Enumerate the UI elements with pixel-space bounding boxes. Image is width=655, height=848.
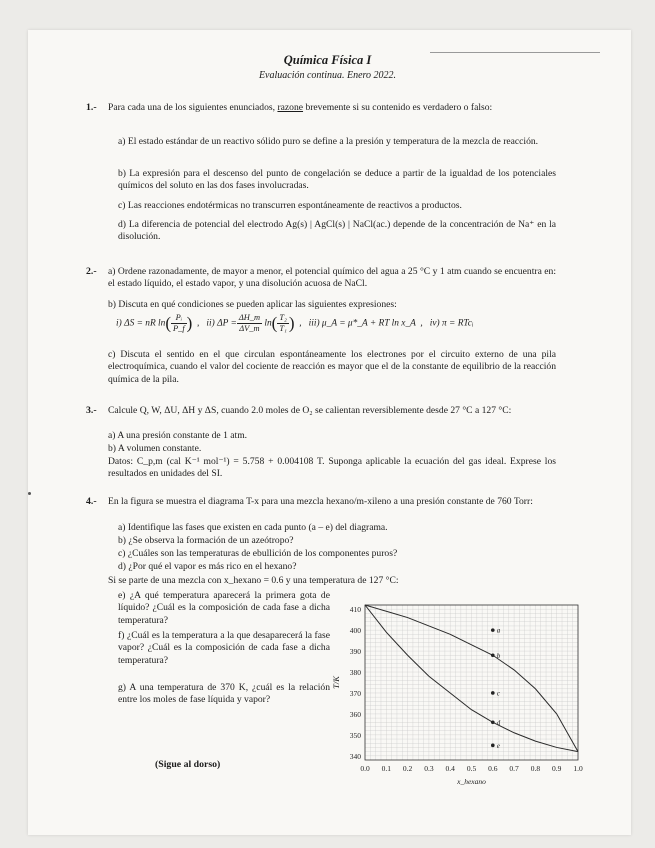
question-1-number: 1.- xyxy=(86,102,97,113)
x-tick-label: 0.1 xyxy=(381,764,391,773)
question-1-item-a: a) El estado estándar de un reactivo sólido puro se define a la presión y temperatura de la mezcla de reacción. xyxy=(118,136,539,147)
question-3-part-b: b) A volumen constante. xyxy=(108,443,202,454)
exam-title: Química Física I xyxy=(283,53,372,67)
paren-close: ) xyxy=(186,313,193,333)
x-tick-label: 0.5 xyxy=(466,764,477,773)
point-label: d xyxy=(496,718,501,727)
y-tick-label: 380 xyxy=(349,668,361,678)
question-2-part-a: a) Ordene razonadamente, de mayor a menor, el potencial químico del agua a 25 °C y 1 atm cuando se encuentra en: el estado líquido, el estado vapor, y una disolución acuosa de NaCl. xyxy=(108,266,556,290)
diagram-point xyxy=(491,691,495,695)
formula-i-lhs: ΔS = nR ln xyxy=(124,318,166,329)
question-2-part-b: b) Discuta en qué condiciones se pueden aplicar las siguientes expresiones: xyxy=(108,299,397,310)
x-tick-label: 0.8 xyxy=(530,764,541,773)
formula-i-label: i) xyxy=(116,318,122,329)
question-4-item-g: g) A una temperatura de 370 K, ¿cuál es la relación entre los moles de fase líquida y vapor? xyxy=(118,682,330,706)
question-3-intro: Calcule Q, W, ΔU, ΔH y ΔS, cuando 2.0 moles de O₂ se calientan reversiblemente desde 27 °C a 127 °C: xyxy=(108,405,512,416)
point-label: a xyxy=(496,626,501,635)
point-label: c xyxy=(496,689,500,698)
question-4-item-b: b) ¿Se observa la formación de un azeótropo? xyxy=(118,535,294,546)
x-tick-label: 0.4 xyxy=(445,764,455,773)
formula-i-numerator: Pᵢ xyxy=(171,313,187,324)
y-tick-label: 410 xyxy=(349,605,361,615)
formula-ii-numerator: T₂ xyxy=(279,313,287,322)
x-tick-label: 1.0 xyxy=(573,764,583,773)
x-tick-label: 0.0 xyxy=(360,764,370,773)
question-2-part-c: c) Discuta el sentido en el que circulan espontáneamente los electrones por el circuito externo de una pila electroquímica, cuando el valor del cociente de reacción es mayor que el de la constante de equilibrio de la reacción química de la pila. xyxy=(108,349,556,385)
question-1-intro-underlined: razone xyxy=(277,102,304,113)
question-3-part-a: a) A una presión constante de 1 atm. xyxy=(108,430,248,441)
question-1-item-c: c) Las reacciones endotérmicas no transcurren espontáneamente de reactivos a productos. xyxy=(118,200,462,211)
question-1-item-b: b) La expresión para el descenso del punto de congelación se deduce a partir de la igualdad de los potenciales químicos del soluto en las dos fases involucradas. xyxy=(118,168,556,192)
question-4-mixture: Si se parte de una mezcla con x_hexano = 0.6 y una temperatura de 127 °C: xyxy=(108,575,399,586)
formula-ii-denominator: T₁ xyxy=(279,324,287,333)
scan-speck xyxy=(28,492,31,495)
formula-i-fraction xyxy=(171,313,187,334)
point-label: b xyxy=(496,651,501,660)
paren-open: ( xyxy=(165,313,172,333)
formula-ii-label: ii) xyxy=(206,318,215,329)
question-3-number: 3.- xyxy=(86,405,97,416)
question-1-intro-a: Para cada una de los siguientes enunciados, xyxy=(108,102,276,113)
formula-iii-expr: μ_A = μ*_A + RT ln x_A xyxy=(321,318,416,329)
x-tick-label: 0.7 xyxy=(509,764,519,773)
formula-ii-coef-den: ΔV_m xyxy=(239,324,260,333)
formula-iii-label: iii) xyxy=(308,318,320,329)
x-tick-label: 0.9 xyxy=(552,764,562,773)
formula-iv-label: iv) xyxy=(429,318,440,329)
y-tick-label: 340 xyxy=(349,751,361,761)
question-1-intro-b: brevemente si su contenido es verdadero o falso: xyxy=(305,102,493,113)
diagram-point xyxy=(491,628,495,632)
x-axis-label: x_hexano xyxy=(457,777,486,786)
formula-iv-expr: π = RTcᵢ xyxy=(442,318,474,329)
formula-i-denominator: P_f xyxy=(173,324,185,333)
formula-ii-ln: ln xyxy=(264,318,272,329)
question-4-item-a: a) Identifique las fases que existen en cada punto (a – e) del diagrama. xyxy=(118,522,388,533)
turn-over-note: (Sigue al dorso) xyxy=(155,759,221,770)
paren-open: ( xyxy=(271,313,278,333)
question-4-intro: En la figura se muestra el diagrama T-x para una mezcla hexano/m-xileno a una presión constante de 760 Torr: xyxy=(108,496,533,507)
paren-close: ) xyxy=(288,313,295,333)
x-tick-label: 0.2 xyxy=(402,764,413,773)
question-4-item-f: f) ¿Cuál es la temperatura a la que desaparecerá la fase vapor? ¿Cuál es la composición de cada fase a dicha temperatura? xyxy=(118,630,330,666)
question-2-number: 2.- xyxy=(86,266,97,277)
y-axis-label: T/K xyxy=(331,676,341,689)
formula-ii-coef-num: ΔH_m xyxy=(238,313,261,322)
exam-subtitle: Evaluación continua. Enero 2022. xyxy=(258,70,397,81)
formula-ii-coef xyxy=(237,313,262,334)
tx-diagram xyxy=(325,600,595,800)
y-tick-label: 350 xyxy=(349,730,361,740)
question-3-data: Datos: C_p,m (cal K⁻¹ mol⁻¹) = 5.758 + 0.004108 T. Suponga aplicable la ecuación del gas ideal. Exprese los resultados en unidades del SI. xyxy=(108,456,556,480)
x-tick-label: 0.3 xyxy=(424,764,434,773)
diagram-point xyxy=(491,744,495,748)
question-4-item-d: d) ¿Por qué el vapor es más rico en el hexano? xyxy=(118,561,297,572)
x-tick-label: 0.6 xyxy=(488,764,498,773)
y-tick-label: 400 xyxy=(349,626,361,636)
diagram-point xyxy=(491,653,495,657)
point-label: e xyxy=(496,741,500,750)
formula-ii-lhs: ΔP = xyxy=(217,318,237,329)
formula-ii-fraction xyxy=(277,313,289,334)
question-1-item-d: d) La diferencia de potencial del electrodo Ag(s) | AgCl(s) | NaCl(ac.) depende de la concentración de Na⁺ en la disolución. xyxy=(118,219,556,243)
question-4-number: 4.- xyxy=(86,496,97,507)
diagram-point xyxy=(491,720,495,724)
question-2-formulas: i) ΔS = nR ln( $\frac{\text{Pᵢ}}{P\_f}$ ) , ii) ΔP = $\frac{\Delta H\_m}{\Delta V\_m}$ ln( $\frac{\text{T₂}}{\text{T₁}}$ ) , iii) μ_A = μ*_A + RT ln x_A , iv) π = RTcᵢ xyxy=(116,313,474,333)
y-tick-label: 360 xyxy=(349,709,361,719)
y-tick-label: 390 xyxy=(349,647,361,657)
question-1-intro xyxy=(108,102,556,114)
y-tick-label: 370 xyxy=(349,688,361,698)
question-4-item-e: e) ¿A qué temperatura aparecerá la primera gota de líquido? ¿Cuál es la composición de cada fase a dicha temperatura? xyxy=(118,590,330,626)
question-4-item-c: c) ¿Cuáles son las temperaturas de ebullición de los componentes puros? xyxy=(118,548,398,559)
